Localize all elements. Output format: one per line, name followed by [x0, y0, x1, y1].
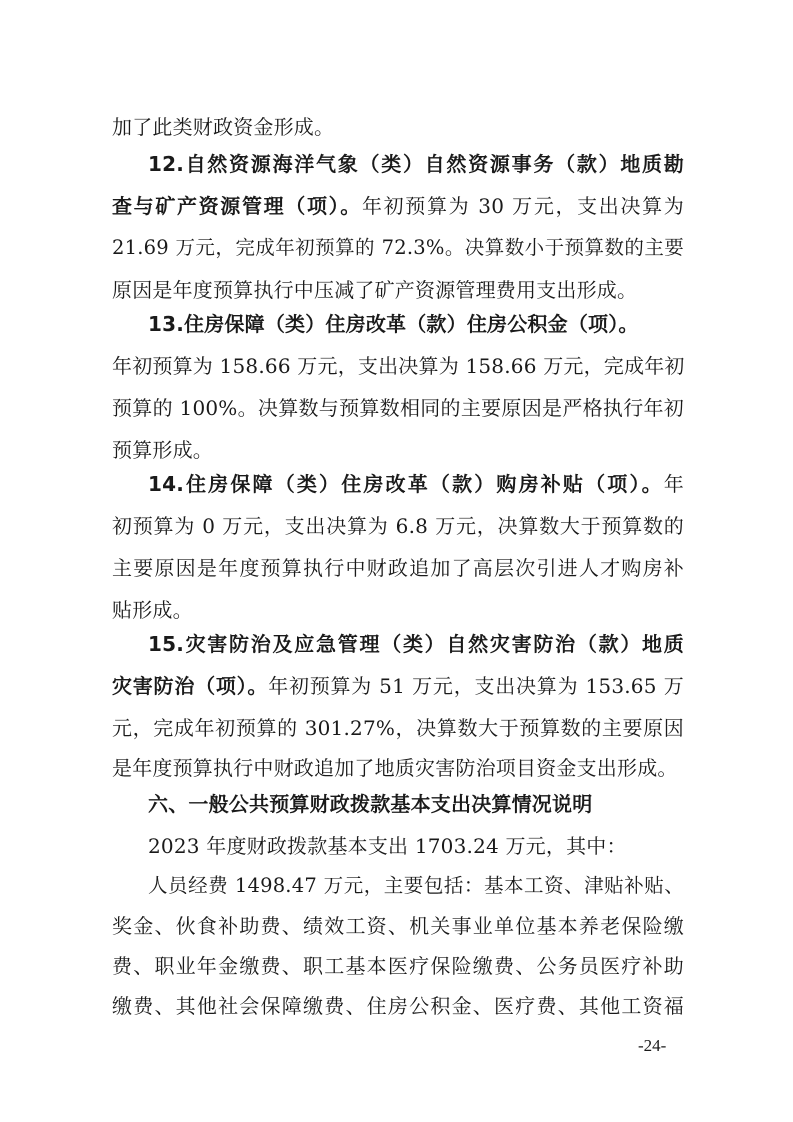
item-12-title-end: 查与矿产资源管理（项）。 [112, 194, 362, 218]
line-text: 预算形成。 [112, 438, 213, 462]
paragraph-line [112, 906, 684, 946]
item-12-heading-line [148, 144, 684, 184]
section-6-heading [148, 784, 684, 824]
line-text: 年初预算为 30 万元，支出决算为 [361, 194, 684, 218]
item-14-heading-line [148, 464, 684, 504]
item-14-title: 14.住房保障（类）住房改革（款）购房补贴（项）。 [148, 472, 664, 496]
item-12-title: 12.自然资源海洋气象（类）自然资源事务（款）地质勘 [148, 152, 684, 176]
page-number: -24- [638, 1036, 667, 1055]
line-text: 2023 年度财政拨款基本支出 1703.24 万元，其中： [148, 834, 627, 858]
paragraph-line [148, 826, 684, 866]
item-15-heading-line [148, 624, 684, 664]
item-15-title-end: 灾害防治（项）。 [112, 674, 269, 698]
line-text: 初预算为 0 万元，支出决算为 6.8 万元，决算数大于预算数的 [112, 514, 684, 538]
line-text: 贴形成。 [112, 598, 193, 622]
line-text: 预算的 100%。决算数与预算数相同的主要原因是严格执行年初 [112, 396, 684, 420]
paragraph-line [112, 986, 684, 1026]
line-text: 加了此类财政资金形成。 [112, 115, 335, 139]
line-text: 原因是年度预算执行中压减了矿产资源管理费用支出形成。 [112, 278, 638, 302]
item-13-title: 13.住房保障（类）住房改革（款）住房公积金（项）。 [148, 312, 639, 336]
paragraph-line [112, 107, 684, 147]
line-text: 年初预算为 51 万元，支出决算为 153.65 万 [268, 674, 684, 698]
line-text: 主要原因是年度预算执行中财政追加了高层次引进人才购房补 [112, 556, 684, 580]
paragraph-line [112, 186, 684, 226]
paragraph-line [112, 708, 684, 748]
line-text: 费、职业年金缴费、职工基本医疗保险缴费、公务员医疗补助 [112, 954, 684, 978]
item-13-heading-line [148, 304, 684, 344]
paragraph-line [112, 666, 684, 706]
line-text: 奖金、伙食补助费、绩效工资、机关事业单位基本养老保险缴 [112, 914, 684, 938]
line-text: 人员经费 1498.47 万元，主要包括：基本工资、津贴补贴、 [148, 874, 684, 897]
section-heading-text: 六、一般公共预算财政拨款基本支出决算情况说明 [148, 792, 593, 816]
paragraph-line [112, 346, 684, 386]
line-text: 21.69 万元，完成年初预算的 72.3%。决算数小于预算数的主要 [112, 236, 684, 259]
line-text: 元，完成年初预算的 301.27%，决算数大于预算数的主要原因 [112, 716, 684, 740]
paragraph-line [148, 866, 684, 906]
paragraph-line [112, 228, 684, 268]
paragraph-line [112, 506, 684, 546]
item-15-title: 15.灾害防治及应急管理（类）自然灾害防治（款）地质 [148, 632, 684, 656]
paragraph-line [112, 946, 684, 986]
line-text: 缴费、其他社会保障缴费、住房公积金、医疗费、其他工资福 [112, 994, 684, 1018]
line-text: 年初预算为 158.66 万元，支出决算为 158.66 万元，完成年初 [112, 354, 685, 378]
paragraph-line [112, 548, 684, 588]
line-text: 是年度预算执行中财政追加了地质灾害防治项目资金支出形成。 [112, 756, 678, 780]
paragraph-line [112, 388, 684, 428]
paragraph-line [112, 748, 684, 788]
line-text: 年 [663, 472, 684, 496]
